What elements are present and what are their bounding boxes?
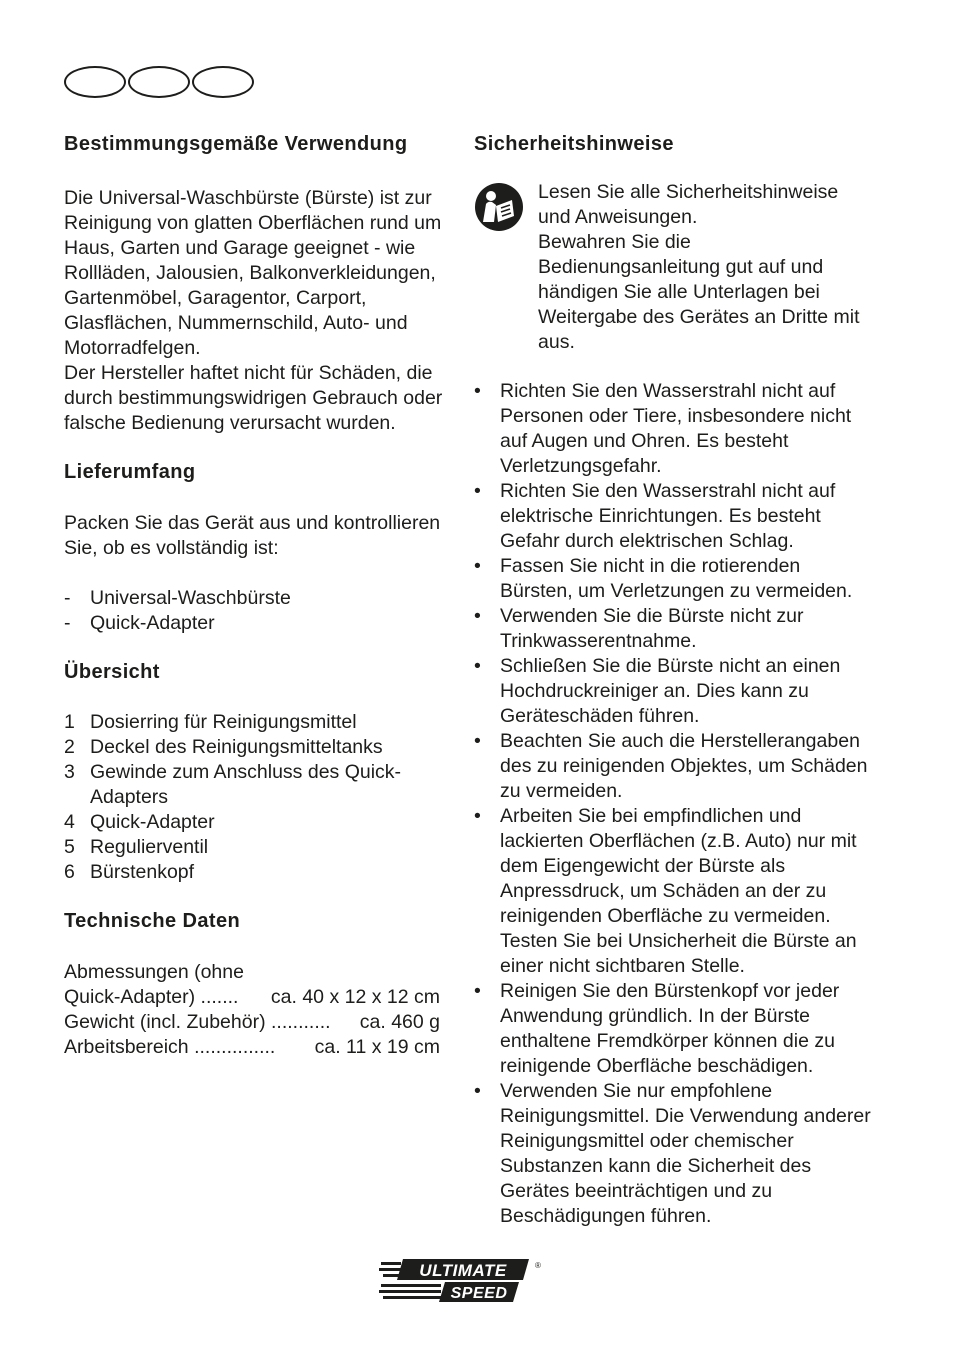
list-item: 1 Dosierring für Reinigungsmittel (64, 711, 357, 733)
right-column (474, 132, 874, 1229)
notice-text-keep: Bewahren Sie die Bedienungsanleitung gut auf und händigen Sie alle Unterlagen bei Weitergabe des Gerätes an Dritte mit aus. (538, 231, 860, 353)
tech-data-line: Abmessungen (ohne (64, 961, 244, 983)
safety-bullet-list (474, 379, 874, 1229)
scope-text: Packen Sie das Gerät aus und kontrollieren Sie, ob es vollständig ist: (64, 512, 441, 559)
scope-list (64, 586, 456, 636)
logo-word-speed: SPEED (450, 1285, 508, 1302)
list-item: • Verwenden Sie die Bürste nicht zur Trinkwasserentnahme. (474, 605, 804, 652)
language-oval (128, 66, 190, 98)
list-item: • Fassen Sie nicht in die rotierenden Bürsten, um Verletzungen zu vermeiden. (474, 555, 853, 602)
intended-use-text: Die Universal-Waschbürste (Bürste) ist zur Reinigung von glatten Oberflächen rund um Haus, Garten und Garage geeignet - wie Rollläden, Jalousien, Balkonverkleidungen, Gartenmöbel, Garagentor, Carport, Glasflächen, Nummernschild, Auto- und Motorradfelgen. (64, 187, 442, 359)
list-item: • Richten Sie den Wasserstrahl nicht auf elektrische Einrichtungen. Es besteht Gefahr durch elektrischen Schlag. (474, 480, 836, 552)
overview-heading: Übersicht (64, 661, 160, 683)
list-item: - Quick-Adapter (64, 612, 215, 634)
list-item: • Richten Sie den Wasserstrahl nicht auf Personen oder Tiere, insbesondere nicht auf Augen und Ohren. Es besteht Verletzungsgefahr. (474, 380, 852, 477)
read-manual-icon (474, 182, 524, 232)
scope-heading: Lieferumfang (64, 461, 196, 483)
language-ovals (64, 66, 256, 98)
intended-use-heading: Bestimmungsgemäße Verwendung (64, 133, 408, 155)
logo-word-ultimate: ULTIMATE (419, 1261, 507, 1280)
list-item: • Reinigen Sie den Bürstenkopf vor jeder Anwendung gründlich. In der Bürste enthaltene Fremdkörper können die zu reinigende Oberfläche beschädigen. (474, 980, 840, 1077)
tech-data-row: Arbeitsbereich ............... ca. 11 x 19 cm (64, 1036, 440, 1058)
safety-notice (474, 180, 874, 355)
ultimate-speed-logo (379, 1256, 543, 1304)
tech-data-row: Quick-Adapter) ....... ca. 40 x 12 x 12 cm (64, 986, 440, 1008)
list-item: • Schließen Sie die Bürste nicht an einen Hochdruckreiniger an. Dies kann zu Geräteschäden führen. (474, 655, 841, 727)
list-item: • Beachten Sie auch die Herstellerangaben des zu reinigenden Objektes, um Schäden zu vermeiden. (474, 730, 868, 802)
overview-list (64, 710, 456, 885)
safety-notice-text (538, 180, 874, 355)
logo-registered-mark: ® (535, 1261, 541, 1270)
list-item: 4 Quick-Adapter (64, 811, 215, 833)
language-oval (192, 66, 254, 98)
list-item: 2 Deckel des Reinigungsmitteltanks (64, 736, 383, 758)
list-item: 5 Regulierventil (64, 836, 209, 858)
tech-data-row: Gewicht (incl. Zubehör) ........... ca. 460 g (64, 1011, 440, 1033)
language-oval (64, 66, 126, 98)
list-item: • Verwenden Sie nur empfohlene Reinigungsmittel. Die Verwendung anderer Reinigungsmittel oder chemischer Substanzen kann die Sicherheit des Gerätes beeinträchtigen und zu Beschädigungen führen. (474, 1080, 871, 1227)
safety-heading: Sicherheitshinweise (474, 133, 674, 155)
left-column (64, 132, 456, 1060)
liability-text: Der Hersteller haftet nicht für Schäden, die durch bestimmungswidrigen Gebrauch oder falsche Bedienung verursacht wurden. (64, 362, 443, 434)
list-item: • Arbeiten Sie bei empfindlichen und lackierten Oberflächen (z.B. Auto) nur mit dem Eigengewicht der Bürste als Anpressdruck, um Schäden an der zu reinigenden Oberfläche zu vermeiden. Testen Sie bei Unsicherheit die Bürste an einer nicht sichtbaren Stelle. (474, 805, 857, 977)
notice-text-read: Lesen Sie alle Sicherheitshinweise und Anweisungen. (538, 181, 839, 228)
list-item: 6 Bürstenkopf (64, 861, 195, 883)
list-item: 3 Gewinde zum Anschluss des Quick-Adapters (64, 761, 402, 808)
list-item: - Universal-Waschbürste (64, 587, 291, 609)
tech-data-heading: Technische Daten (64, 910, 241, 932)
